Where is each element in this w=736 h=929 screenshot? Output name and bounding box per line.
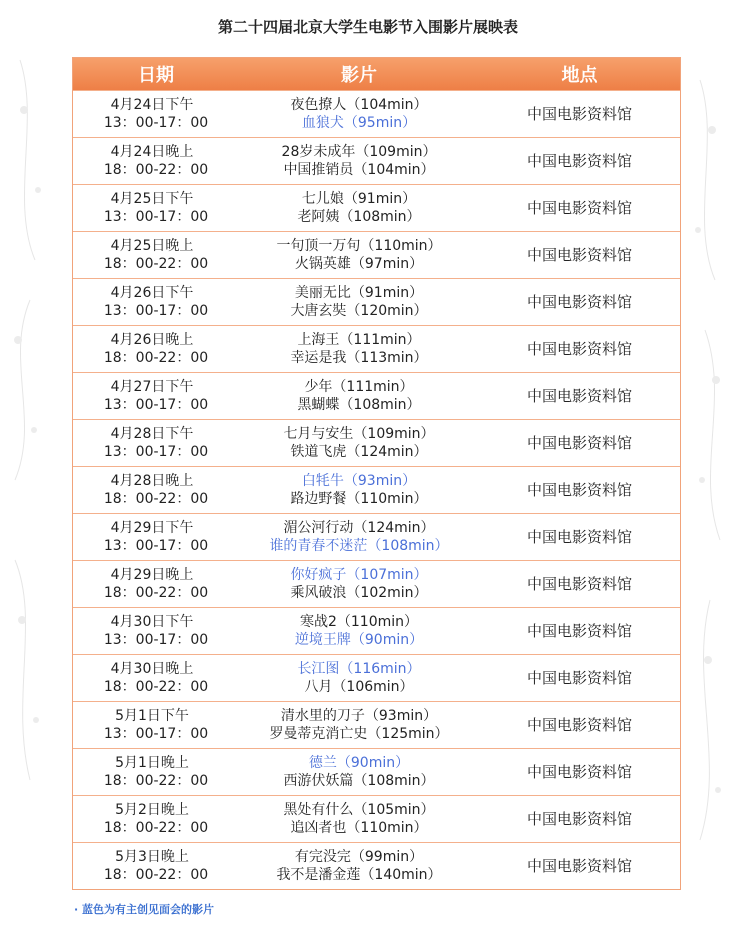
film-title: 路边野餐（110min）: [290, 491, 428, 507]
table-row: [73, 654, 680, 701]
time-label: 18：00-22：00: [103, 491, 209, 507]
film-title: 长江图（116min）: [297, 661, 421, 677]
date-cell: [73, 801, 239, 837]
place-cell: 中国电影资料馆: [526, 716, 632, 734]
film-title: 黑处有什么（105min）: [283, 802, 435, 818]
film-title: 一句顶一万句（110min）: [276, 238, 442, 254]
place-cell: 中国电影资料馆: [526, 857, 632, 875]
place-cell: 中国电影资料馆: [526, 387, 632, 405]
film-title: 七月与安生（109min）: [283, 426, 435, 442]
time-label: 13：00-17：00: [103, 397, 209, 413]
film-title: 逆境王牌（90min）: [294, 632, 424, 648]
header-film: 影片: [341, 65, 377, 86]
date-label: 4月25日晚上: [110, 238, 194, 254]
footnote: · 蓝色为有主创见面会的影片: [74, 903, 215, 916]
date-label: 4月24日下午: [110, 97, 194, 113]
header-date: 日期: [138, 65, 174, 86]
film-cell: [239, 472, 479, 508]
date-label: 4月25日下午: [110, 191, 194, 207]
header-place: 地点: [561, 65, 598, 86]
film-title: 老阿姨（108min）: [297, 209, 421, 225]
table-row: [73, 466, 680, 513]
film-cell: [239, 801, 479, 837]
date-cell: [73, 331, 239, 367]
film-title: 幸运是我（113min）: [290, 350, 428, 366]
place-cell: 中国电影资料馆: [526, 340, 632, 358]
place-cell: 中国电影资料馆: [526, 810, 632, 828]
date-cell: [73, 96, 239, 132]
film-cell: [239, 660, 479, 696]
film-title: 谁的青春不迷茫（108min）: [269, 538, 449, 554]
time-label: 13：00-17：00: [103, 726, 209, 742]
place-cell: 中国电影资料馆: [526, 293, 632, 311]
time-label: 13：00-17：00: [103, 115, 209, 131]
film-title: 西游伏妖篇（108min）: [283, 773, 435, 789]
film-cell: [239, 237, 479, 273]
film-cell: [239, 143, 479, 179]
film-title: 铁道飞虎（124min）: [290, 444, 428, 460]
place-cell: 中国电影资料馆: [526, 105, 632, 123]
time-label: 18：00-22：00: [103, 679, 209, 695]
place-cell: 中国电影资料馆: [526, 763, 632, 781]
film-cell: [239, 331, 479, 367]
film-title: 少年（111min）: [304, 379, 414, 395]
place-cell: 中国电影资料馆: [526, 528, 632, 546]
film-title: 上海王（111min）: [297, 332, 421, 348]
film-cell: [239, 96, 479, 132]
film-title: 白牦牛（93min）: [301, 473, 417, 489]
time-label: 13：00-17：00: [103, 538, 209, 554]
date-cell: [73, 707, 239, 743]
film-cell: [239, 378, 479, 414]
time-label: 18：00-22：00: [103, 585, 209, 601]
date-label: 4月26日晚上: [110, 332, 194, 348]
date-label: 4月24日晚上: [110, 144, 194, 160]
table-row: [73, 701, 680, 748]
time-label: 18：00-22：00: [103, 256, 209, 272]
film-title: 湄公河行动（124min）: [283, 520, 435, 536]
date-cell: [73, 425, 239, 461]
film-title: 乘风破浪（102min）: [290, 585, 428, 601]
place-cell: 中国电影资料馆: [526, 434, 632, 452]
date-cell: [73, 190, 239, 226]
film-cell: [239, 754, 479, 790]
film-title: 德兰（90min）: [308, 755, 410, 771]
table-row: [73, 184, 680, 231]
film-title: 火锅英雄（97min）: [294, 256, 424, 272]
date-label: 4月29日晚上: [110, 567, 194, 583]
date-cell: [73, 660, 239, 696]
date-cell: [73, 143, 239, 179]
date-label: 4月29日下午: [110, 520, 194, 536]
date-cell: [73, 754, 239, 790]
table-row: [73, 748, 680, 795]
table-row: [73, 137, 680, 184]
table-row: [73, 560, 680, 607]
time-label: 18：00-22：00: [103, 162, 209, 178]
film-title: 有完没完（99min）: [294, 849, 424, 865]
table-row: [73, 795, 680, 842]
film-cell: [239, 613, 479, 649]
film-title: 大唐玄奘（120min）: [290, 303, 428, 319]
table-row: [73, 372, 680, 419]
table-body: [73, 90, 680, 889]
film-title: 黑蝴蝶（108min）: [297, 397, 421, 413]
date-label: 4月30日下午: [110, 614, 194, 630]
film-title: 我不是潘金莲（140min）: [276, 867, 442, 883]
time-label: 13：00-17：00: [103, 303, 209, 319]
date-cell: [73, 848, 239, 884]
time-label: 13：00-17：00: [103, 444, 209, 460]
table-row: [73, 231, 680, 278]
film-title: 八月（106min）: [304, 679, 414, 695]
place-cell: 中国电影资料馆: [526, 481, 632, 499]
place-cell: 中国电影资料馆: [526, 622, 632, 640]
table-row: [73, 513, 680, 560]
place-cell: 中国电影资料馆: [526, 669, 632, 687]
film-title: 夜色撩人（104min）: [290, 97, 428, 113]
film-title: 美丽无比（91min）: [294, 285, 424, 301]
date-cell: [73, 613, 239, 649]
film-title: 追凶者也（110min）: [290, 820, 428, 836]
place-cell: 中国电影资料馆: [526, 246, 632, 264]
date-label: 5月3日晚上: [115, 849, 189, 865]
time-label: 18：00-22：00: [103, 820, 209, 836]
date-cell: [73, 378, 239, 414]
date-cell: [73, 284, 239, 320]
table-row: [73, 90, 680, 137]
film-cell: [239, 566, 479, 602]
film-cell: [239, 284, 479, 320]
film-title: 中国推销员（104min）: [283, 162, 435, 178]
film-cell: [239, 425, 479, 461]
film-cell: [239, 848, 479, 884]
date-cell: [73, 566, 239, 602]
time-label: 18：00-22：00: [103, 350, 209, 366]
place-cell: 中国电影资料馆: [526, 199, 632, 217]
film-title: 28岁未成年（109min）: [281, 144, 437, 160]
schedule-table: [72, 57, 681, 890]
table-row: [73, 325, 680, 372]
date-label: 4月28日晚上: [110, 473, 194, 489]
time-label: 13：00-17：00: [103, 209, 209, 225]
date-cell: [73, 472, 239, 508]
table-row: [73, 842, 680, 889]
table-row: [73, 607, 680, 654]
film-title: 寒战2（110min）: [299, 614, 419, 630]
date-cell: [73, 519, 239, 555]
place-cell: 中国电影资料馆: [526, 152, 632, 170]
time-label: 18：00-22：00: [103, 867, 209, 883]
time-label: 18：00-22：00: [103, 773, 209, 789]
place-cell: 中国电影资料馆: [526, 575, 632, 593]
date-label: 4月30日晚上: [110, 661, 194, 677]
film-cell: [239, 190, 479, 226]
date-label: 4月26日下午: [110, 285, 194, 301]
date-label: 5月1日下午: [115, 708, 189, 724]
time-label: 13：00-17：00: [103, 632, 209, 648]
page-title: 第二十四届北京大学生电影节入围影片展映表: [217, 18, 518, 36]
film-title: 你好疯子（107min）: [290, 567, 428, 583]
table-row: [73, 419, 680, 466]
date-label: 5月1日晚上: [115, 755, 189, 771]
date-cell: [73, 237, 239, 273]
film-title: 七儿娘（91min）: [301, 191, 417, 207]
film-title: 清水里的刀子（93min）: [280, 708, 438, 724]
film-title: 罗曼蒂克消亡史（125min）: [269, 726, 449, 742]
film-cell: [239, 519, 479, 555]
date-label: 5月2日晚上: [115, 802, 189, 818]
date-label: 4月27日下午: [110, 379, 194, 395]
date-label: 4月28日下午: [110, 426, 194, 442]
table-header: [73, 58, 680, 90]
table-row: [73, 278, 680, 325]
film-title: 血狼犬（95min）: [301, 115, 417, 131]
film-cell: [239, 707, 479, 743]
